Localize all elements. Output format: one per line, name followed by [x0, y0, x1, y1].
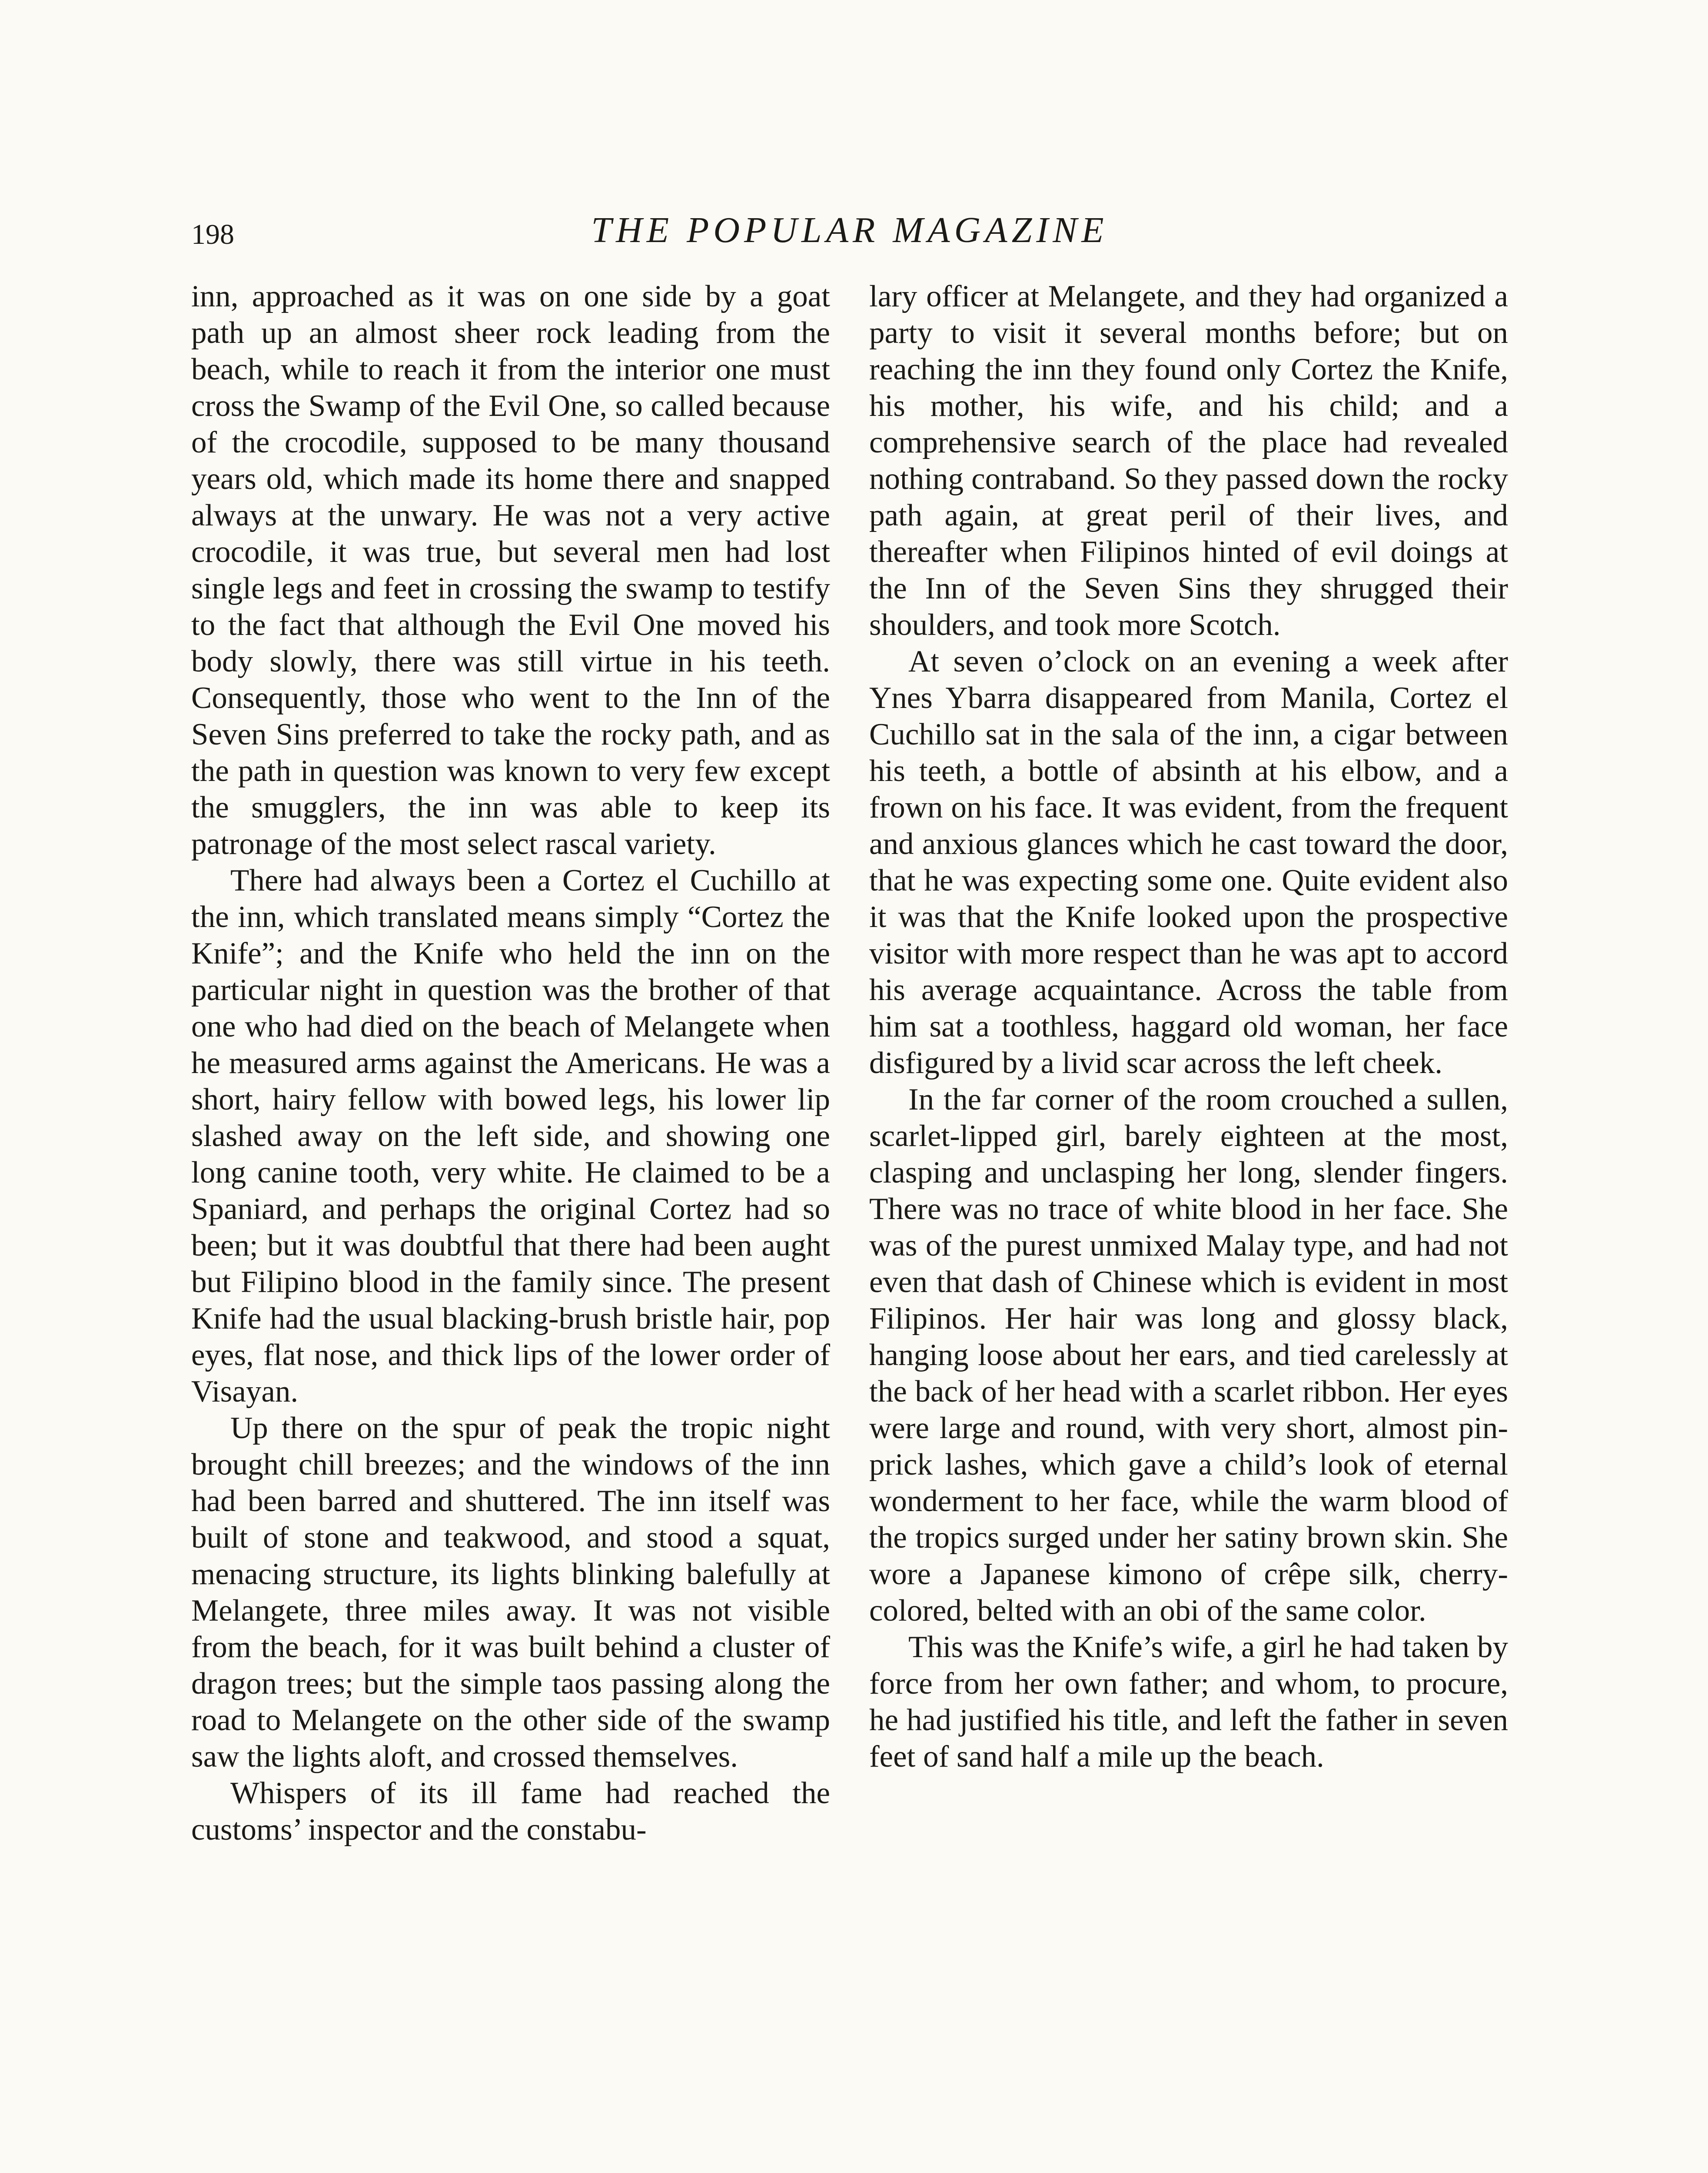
paragraph: lary officer at Melangete, and they had organized a party to visit it several months before; but on reaching the inn they found only Cortez the Knife, his mother, his wife, and his child; and a comprehensive search of the place had revealed nothing contraband. So they passed down the rocky path again, at great peril of their lives, and thereafter when Filipinos hinted of evil doings at the Inn of the Seven Sins they shrugged their shoulders, and took more Scotch.	[869, 279, 1508, 642]
paragraph: Whispers of its ill fame had reached the customs’ inspector and the constabu-	[191, 1776, 830, 1847]
page-header	[191, 204, 1508, 265]
paragraph: inn, approached as it was on one side by a goat path up an almost sheer rock leading from the beach, while to reach it from the interior one must cross the Swamp of the Evil One, so called because of the crocodile, supposed to be many thousand years old, which made its home there and snapped always at the unwary. He was not a very active crocodile, it was true, but several men had lost single legs and feet in crossing the swamp to testify to the fact that although the Evil One moved his body slowly, there was still virtue in his teeth. Consequently, those who went to the Inn of the Seven Sins preferred to take the rocky path, and as the path in question was known to very few except the smugglers, the inn was able to keep its patronage of the most select rascal variety.	[191, 279, 830, 861]
page-number: 198	[191, 219, 234, 250]
paragraph: Up there on the spur of peak the tropic night brought chill breezes; and the windows of the inn had been barred and shuttered. The inn itself was built of stone and teakwood, and stood a squat, menacing structure, its lights blinking balefully at Melangete, three miles away. It was not visible from the beach, for it was built behind a cluster of dragon trees; but the simple taos passing along the road to Melangete on the other side of the swamp saw the lights aloft, and crossed themselves.	[191, 1411, 830, 1774]
paragraph: In the far corner of the room crouched a sullen, scarlet-lipped girl, barely eighteen at the most, clasping and unclasping her long, slender fingers. There was no trace of white blood in her face. She was of the purest unmixed Malay type, and had not even that dash of Chinese which is evident in most Filipinos. Her hair was long and glossy black, hanging loose about her ears, and tied carelessly at the back of her head with a scarlet ribbon. Her eyes were large and round, with very short, almost pin-prick lashes, which gave a child’s look of eternal wonderment to her face, while the warm blood of the tropics surged under her satiny brown skin. She wore a Japanese kimono of crêpe silk, cherry-colored, belted with an obi of the same color.	[869, 1083, 1508, 1628]
paragraph: There had always been a Cortez el Cuchillo at the inn, which translated means simply “Cortez the Knife”; and the Knife who held the inn on the particular night in question was the brother of that one who had died on the beach of Melangete when he measured arms against the Americans. He was a short, hairy fellow with bowed legs, his lower lip slashed away on the left side, and showing one long canine tooth, very white. He claimed to be a Spaniard, and perhaps the original Cortez had so been; but it was doubtful that there had been aught but Filipino blood in the family since. The present Knife had the usual blacking-brush bristle hair, pop eyes, flat nose, and thick lips of the lower order of Visayan.	[191, 864, 830, 1409]
right-column	[869, 278, 1508, 1775]
left-column	[191, 278, 830, 1848]
paragraph: At seven o’clock on an evening a week after Ynes Ybarra disappeared from Manila, Cortez el Cuchillo sat in the sala of the inn, a cigar between his teeth, a bottle of absinth at his elbow, and a frown on his face. It was evident, from the frequent and anxious glances which he cast toward the door, that he was expecting some one. Quite evident also it was that the Knife looked upon the prospective visitor with more respect than he was apt to accord his average acquaintance. Across the table from him sat a toothless, haggard old woman, her face disfigured by a livid scar across the left cheek.	[869, 645, 1508, 1080]
paragraph: This was the Knife’s wife, a girl he had taken by force from her own father; and whom, to procure, he had justified his title, and left the father in seven feet of sand half a mile up the beach.	[869, 1630, 1508, 1774]
running-head: THE POPULAR MAGAZINE	[591, 210, 1108, 250]
